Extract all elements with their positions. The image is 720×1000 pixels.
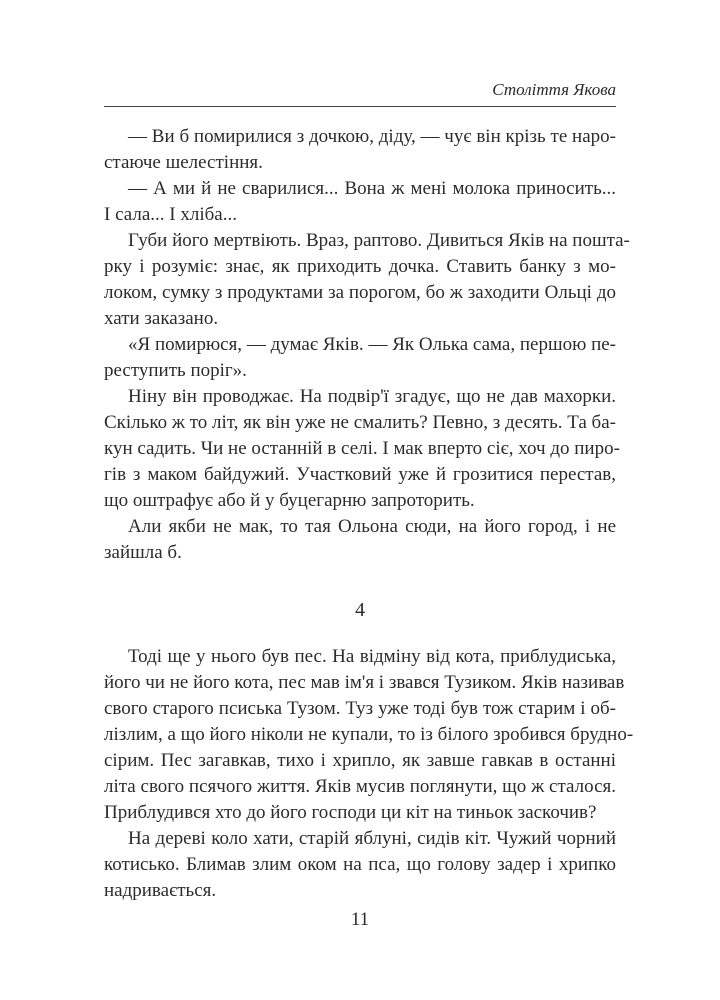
paragraph <box>104 228 630 332</box>
page-number: 11 <box>350 909 370 930</box>
text-line: що оштрафує або й у буцегарню запроторить. <box>104 490 475 511</box>
text-line: Тоді ще у нього був пес. На відміну від кота, приблудиська, <box>128 646 616 667</box>
text-line: лізлим, а що його ніколи не купали, то із білого зробився брудно- <box>104 724 634 745</box>
text-block-section-two <box>104 644 634 904</box>
paragraph <box>104 384 620 514</box>
text-line: Ніну він проводжає. На подвір'ї згадує, що не дав махорки. <box>128 386 616 407</box>
text-line: його чи не його кота, пес мав ім'я і звався Тузиком. Яків називав <box>104 672 625 693</box>
text-line: Губи його мертвіють. Враз, раптово. Дивиться Яків на пошта- <box>128 230 630 251</box>
text-line: Приблудився хто до його господи ци кіт на тиньок заскочив? <box>104 802 597 823</box>
text-line: «Я помирюся, — думає Яків. — Як Олька сама, першою пе- <box>128 334 616 355</box>
paragraph <box>104 826 616 904</box>
header-rule <box>104 106 616 107</box>
text-line: І сала... І хліба... <box>104 204 237 225</box>
text-line: зайшла б. <box>104 542 182 563</box>
paragraph <box>104 332 616 384</box>
paragraph <box>104 124 616 176</box>
text-line: кун садить. Чи не останній в селі. І мак вперто сіє, хоч до пиро- <box>104 438 620 459</box>
text-line: Али якби не мак, то тая Ольона сюди, на його город, і не <box>128 516 616 537</box>
text-line: стаюче шелестіння. <box>104 152 263 173</box>
text-block-section-one <box>104 124 630 566</box>
text-line: локом, сумку з продуктами за порогом, бо ж заходити Ольці до <box>104 282 616 303</box>
text-line: — А ми й не сварилися... Вона ж мені молока приносить... <box>128 178 616 199</box>
chapter-number: 4 <box>355 599 365 621</box>
text-line: Скілько ж то літ, як він уже не смалить? Певно, з десять. Та ба- <box>104 412 616 433</box>
text-line: хати заказано. <box>104 308 219 329</box>
text-line: літа свого псячого життя. Яків мусив поглянути, що ж сталося. <box>104 776 616 797</box>
paragraph <box>104 644 634 826</box>
paragraph <box>104 514 616 566</box>
text-line: свого старого псиська Тузом. Туз уже тоді був тож старим і об- <box>104 698 616 719</box>
paragraph <box>104 176 616 228</box>
text-line: реступить поріг». <box>104 360 247 381</box>
text-line: — Ви б помирилися з дочкою, діду, — чує він крізь те наро- <box>128 126 616 147</box>
text-line: На дереві коло хати, старій яблуні, сидів кіт. Чужий чорний <box>128 828 616 849</box>
text-line: котисько. Блимав злим оком на пса, що голову задер і хрипко <box>104 854 616 875</box>
text-line: гів з маком байдужий. Участковий уже й грозитися перестав, <box>104 464 616 485</box>
text-line: сірим. Пес загавкав, тихо і хрипло, як завше гавкав в останні <box>104 750 616 771</box>
text-line: надривається. <box>104 880 217 901</box>
running-head-title: Століття Якова <box>492 80 616 99</box>
text-line: рку і розуміє: знає, як приходить дочка. Ставить банку з мо- <box>104 256 616 277</box>
